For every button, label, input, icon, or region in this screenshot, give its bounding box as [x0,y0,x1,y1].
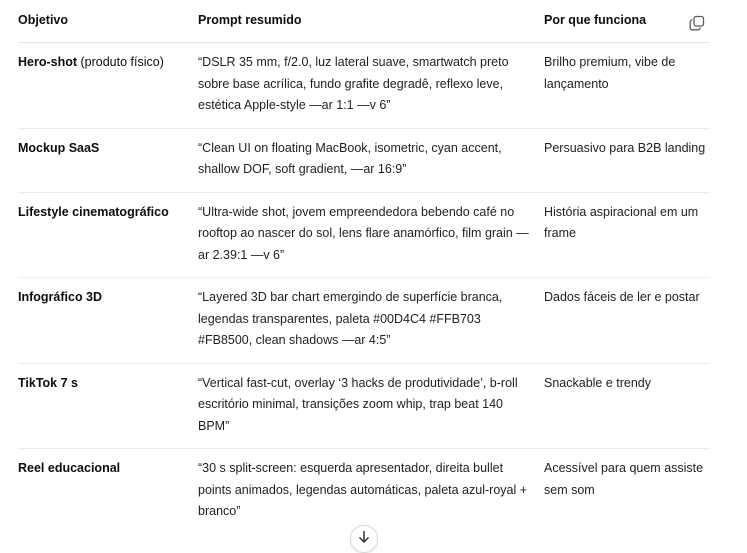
cell-prompt: “30 s split-screen: esquerda apresentador, direita bullet points animados, legendas automáticas, paleta azul-royal + branco” [198,461,528,518]
cell-objetivo: Mockup SaaS [18,140,100,155]
table-row [18,449,710,534]
cell-prompt: “Vertical fast-cut, overlay ‘3 hacks de produtividade’, b-roll escritório minimal, transições zoom whip, trap beat 140 BPM” [198,375,518,433]
cell-objetivo: Lifestyle cinematográfico [18,204,169,219]
cell-motivo: Brilho premium, vibe de lançamento [544,55,676,91]
cell-prompt: “Clean UI on floating MacBook, isometric, cyan accent, shallow DOF, soft gradient, —ar 16:9” [198,140,502,176]
cell-motivo: Dados fáceis de ler e postar [544,290,700,304]
cell-objetivo: Infográfico 3D [18,290,103,304]
header-por-que: Por que funciona [544,13,647,28]
table-header [18,0,710,43]
comparison-table [18,0,710,534]
cell-prompt: “DSLR 35 mm, f/2.0, luz lateral suave, smartwatch preto sobre base acrílica, fundo grafite degradê, reflexo leve, estética Apple-style —ar 1:1 —v 6” [198,55,509,112]
table-row [18,364,710,450]
cell-objetivo: Reel educacional [18,461,121,475]
header-prompt: Prompt resumido [198,13,302,28]
cell-prompt: “Ultra-wide shot, jovem empreendedora bebendo café no rooftop ao nascer do sol, lens flare anamórfico, film grain —ar 2.39:1 —v 6” [198,204,529,262]
header-objetivo: Objetivo [18,13,69,28]
cell-motivo: Snackable e trendy [544,375,652,390]
cell-motivo: História aspiracional em um frame [544,204,699,240]
arrow-down-icon [358,530,370,544]
cell-motivo: Acessível para quem assiste sem som [544,461,704,497]
cell-motivo: Persuasivo para B2B landing [544,140,706,155]
table-row [18,193,710,279]
cell-objetivo: Hero-shot (produto físico) [18,55,164,69]
copy-icon[interactable] [689,15,705,31]
table-row [18,43,710,129]
scroll-down-button[interactable] [350,525,378,553]
table-row [18,129,710,193]
cell-prompt: “Layered 3D bar chart emergindo de superfície branca, legendas transparentes, paleta #00D4C4 #FFB703 #FB8500, clean shadows —ar 4:5” [198,290,503,347]
table-row [18,278,710,364]
cell-objetivo: TikTok 7 s [18,375,78,390]
